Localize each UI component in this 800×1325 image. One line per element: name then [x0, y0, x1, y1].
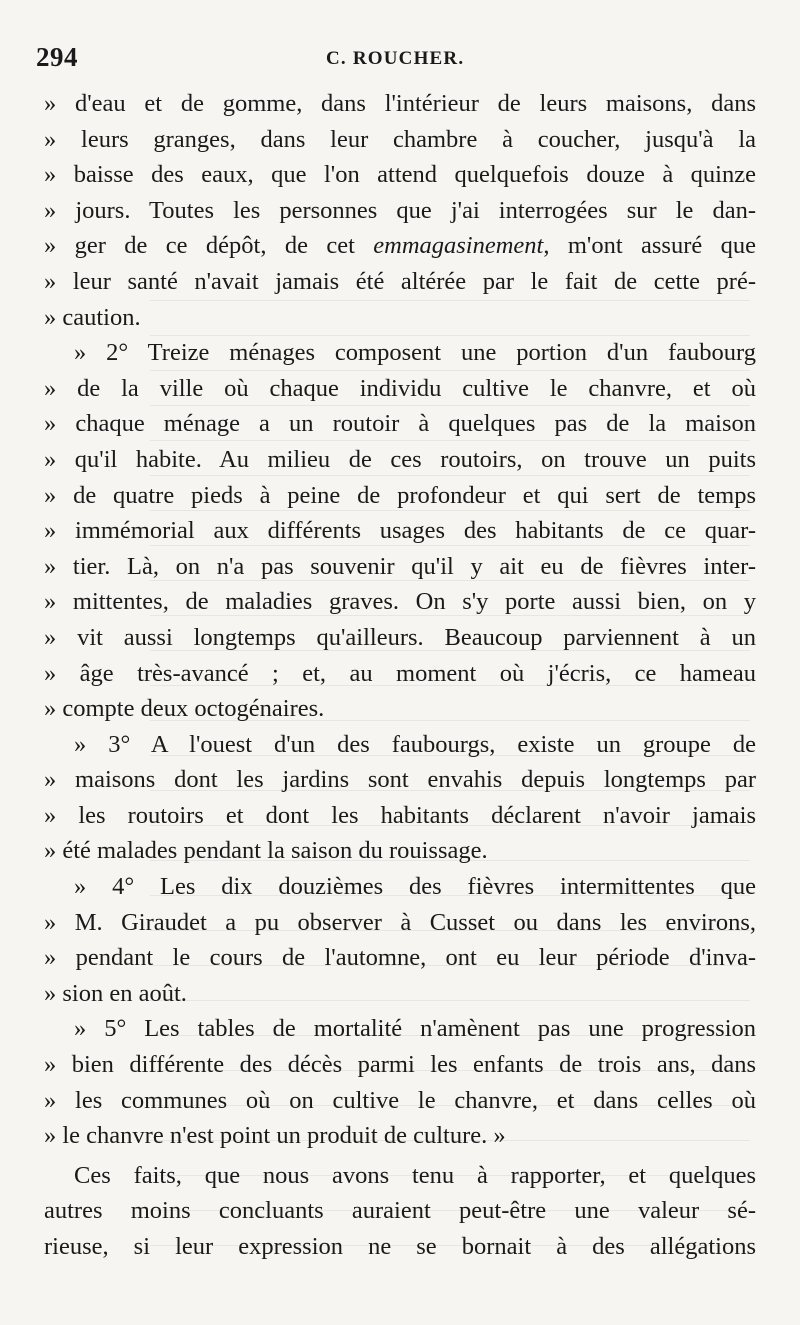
text-line: » pendant le cours de l'automne, ont eu leur période d'inva- — [44, 944, 756, 972]
text-line: » leur santé n'avait jamais été altérée par le fait de cette pré- — [44, 267, 756, 295]
text-line: rieuse, si leur expression ne se bornait à des allégations — [44, 1233, 756, 1260]
text-line: » de quatre pieds à peine de profondeur et qui sert de temps — [44, 481, 756, 509]
page-header — [36, 42, 756, 82]
text-line: » de la ville où chaque individu cultive le chanvre, et où — [44, 374, 756, 402]
text-line: » immémorial aux différents usages des habitants de ce quar- — [44, 517, 756, 545]
body-text — [44, 86, 756, 1265]
text-line: » baisse des eaux, que l'on attend quelquefois douze à quinze — [44, 161, 756, 189]
italic-term: emmagasinement — [373, 232, 544, 260]
text-line: » les communes où on cultive le chanvre, et dans celles où — [44, 1086, 756, 1114]
text-line: autres moins concluants auraient peut-être une valeur sé- — [44, 1197, 756, 1225]
paragraph-5-start: » 5° Les tables de mortalité n'amènent pas une progression — [74, 1015, 756, 1043]
text-line: » leurs granges, dans leur chambre à coucher, jusqu'à la — [44, 125, 756, 153]
text-line: » sion en août. — [44, 979, 187, 1007]
text-line: » mittentes, de maladies graves. On s'y porte aussi bien, on y — [44, 588, 756, 616]
text-line: » maisons dont les jardins sont envahis depuis longtemps par — [44, 766, 756, 794]
paragraph-6-start: Ces faits, que nous avons tenu à rapporter, et quelques — [74, 1161, 756, 1189]
page-number: 294 — [36, 42, 78, 72]
text-line: » le chanvre n'est point un produit de culture. » — [44, 1122, 506, 1150]
running-head: C. ROUCHER. — [326, 48, 465, 69]
text-line: » M. Giraudet a pu observer à Cusset ou dans les environs, — [44, 908, 756, 936]
text-line: » caution. — [44, 303, 141, 331]
text-line: » qu'il habite. Au milieu de ces routoirs, on trouve un puits — [44, 445, 756, 473]
text-line-emphasis: » ger de ce dépôt, de cet emmagasinement, m'ont assuré que — [44, 232, 756, 260]
text-line: » âge très-avancé ; et, au moment où j'écris, ce hameau — [44, 659, 756, 687]
text-line: » les routoirs et dont les habitants déclarent n'avoir jamais — [44, 801, 756, 829]
text-line: » vit aussi longtemps qu'ailleurs. Beaucoup parviennent à un — [44, 623, 756, 651]
paragraph-4-start: » 4° Les dix douzièmes des fièvres intermittentes que — [74, 873, 756, 901]
text-line: » bien différente des décès parmi les enfants de trois ans, dans — [44, 1051, 756, 1079]
text-line: » tier. Là, on n'a pas souvenir qu'il y ait eu de fièvres inter- — [44, 552, 756, 580]
paragraph-3-start: » 3° A l'ouest d'un des faubourgs, existe un groupe de — [74, 730, 756, 758]
text-line: » compte deux octogénaires. — [44, 695, 325, 723]
text-line: » jours. Toutes les personnes que j'ai interrogées sur le dan- — [44, 196, 756, 224]
text-line: » chaque ménage a un routoir à quelques pas de la maison — [44, 410, 756, 438]
text-line: » été malades pendant la saison du rouissage. — [44, 837, 488, 865]
paragraph-2-start: » 2° Treize ménages composent une portion d'un faubourg — [74, 339, 756, 367]
text-line: » d'eau et de gomme, dans l'intérieur de leurs maisons, dans — [44, 90, 756, 117]
